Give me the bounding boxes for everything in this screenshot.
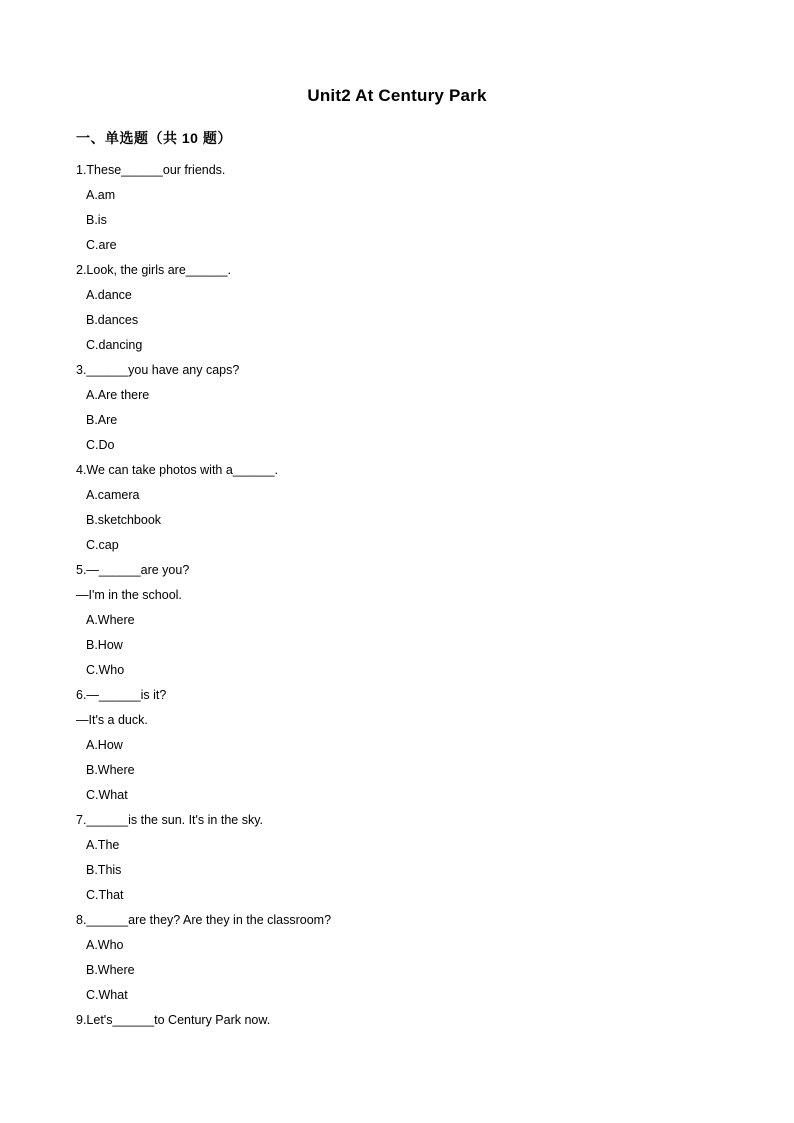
answer-option: B.Where [86,763,135,777]
answer-option: B.dances [86,313,139,327]
question-stem: 9.Let's______to Century Park now. [76,1013,271,1027]
answer-option: B.Are [86,413,118,427]
question-stem: 2.Look, the girls are______. [76,263,231,277]
question-5 [76,560,716,685]
question-8 [76,910,716,1010]
question-stem: 4.We can take photos with a______. [76,463,278,477]
answer-option: A.camera [86,488,140,502]
document-title: Unit2 At Century Park [307,86,487,105]
question-3 [76,360,716,460]
answer-option: B.Where [86,963,135,977]
answer-option: A.The [86,838,120,852]
answer-option: B.This [86,863,122,877]
answer-option: C.What [86,988,128,1002]
question-stem: 1.These______our friends. [76,163,226,177]
answer-option: A.Where [86,613,135,627]
answer-option: C.What [86,788,128,802]
question-stem: 8.______are they? Are they in the classroom? [76,913,332,927]
question-stem: 6.—______is it? [76,688,167,702]
question-9 [76,1010,716,1035]
answer-option: C.That [86,888,124,902]
answer-option: C.dancing [86,338,143,352]
answer-option: A.dance [86,288,132,302]
answer-option: B.sketchbook [86,513,162,527]
section-heading: 一、单选题（共 10 题） [76,130,232,146]
question-1 [76,160,716,260]
question-7 [76,810,716,910]
answer-option: B.is [86,213,107,227]
answer-option: A.Are there [86,388,150,402]
question-dialog-line: —I'm in the school. [76,588,182,602]
answer-option: A.Who [86,938,124,952]
question-6 [76,685,716,810]
question-2 [76,260,716,360]
answer-option: A.How [86,738,123,752]
answer-option: C.cap [86,538,119,552]
question-4 [76,460,716,560]
question-stem: 3.______you have any caps? [76,363,240,377]
question-stem: 7.______is the sun. It's in the sky. [76,813,263,827]
answer-option: B.How [86,638,123,652]
question-list [76,160,716,1035]
answer-option: C.Do [86,438,115,452]
question-dialog-line: —It's a duck. [76,713,148,727]
answer-option: C.are [86,238,117,252]
question-stem: 5.—______are you? [76,563,190,577]
answer-option: C.Who [86,663,125,677]
answer-option: A.am [86,188,116,202]
